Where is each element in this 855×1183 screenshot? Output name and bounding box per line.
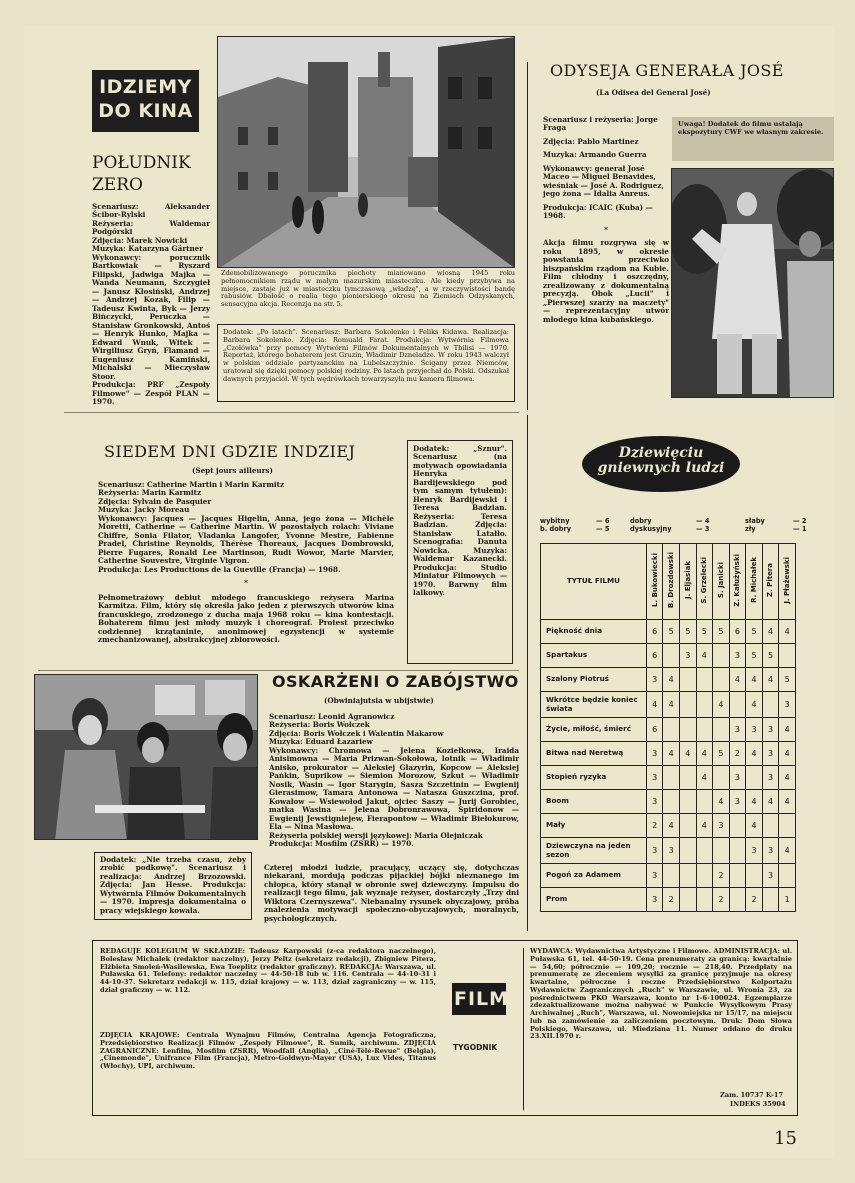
credit-line: Wykonawcy: Chromowa — Jelena Koziełkowa, Iraida Anisimowna — Maria Prizwan-Sokołowa, lotnik — Władimir Aniśko, prokurator — Aleksiej Głazyrin, Kopcow — Aleksiej Pańkin, Suprikow — Siemion Morozow, Szkut — Władimir Nosik, Wasin — Igor Starygin, Sasza Szczetinin — Ewgienij Gierasimow, Tamara Antonowa — Natasza Guszczina, prof. Kowałow — Wsiewołod Jakut, ojciec Saszy — Jurij Gorobiec, matka Wasina — Jelena Dobronrawowa, Spiridonow — Ewgienij Jewstigniejew, Fierapontow — Władimir Biełokurow, Ela — Nina Masłowa. (269, 745, 519, 832)
star-divider: * (244, 579, 248, 589)
film-row (541, 864, 796, 888)
rating-cell: 4 (746, 790, 763, 814)
film-row (541, 668, 796, 692)
film-title: Spartakus (541, 644, 647, 668)
rating-cell (779, 644, 796, 668)
badge-line-2: DO KINA (98, 99, 193, 122)
rating-cell: 3 (646, 668, 663, 692)
rating-cell (729, 888, 746, 912)
film-logo-sub: TYGODNIK (453, 1043, 498, 1052)
rating-cell: 3 (746, 838, 763, 864)
film-title: Stopień ryzyka (541, 766, 647, 790)
rating-cell: 3 (646, 838, 663, 864)
rating-cell: 4 (696, 644, 713, 668)
rating-cell (696, 838, 713, 864)
rating-cell (679, 888, 696, 912)
critic-header: S. Janicki (713, 544, 730, 620)
rating-cell: 3 (663, 838, 680, 864)
rating-cell: 4 (713, 692, 730, 718)
credit-line: Muzyka: Armando Guerra (543, 150, 647, 160)
critic-header: L. Bukowiecki (646, 544, 663, 620)
credit-line: Zdjęcia: Sylvain de Pasquier (98, 496, 212, 506)
rating-cell (696, 718, 713, 742)
film-title: Wkrótce będzie koniec świata (541, 692, 647, 718)
film-row (541, 620, 796, 644)
rating-cell: 5 (696, 620, 713, 644)
rating-cell: 2 (713, 888, 730, 912)
critic-header: B. Drozdowski (663, 544, 680, 620)
rating-cell (762, 692, 779, 718)
oskarzeni-credits (269, 713, 519, 849)
rating-cell: 4 (779, 620, 796, 644)
rating-cell: 4 (663, 814, 680, 838)
film-row (541, 644, 796, 668)
rating-cell: 6 (646, 644, 663, 668)
footer-divider (523, 948, 524, 1110)
rating-cell: 2 (729, 742, 746, 766)
rating-cell (713, 718, 730, 742)
rating-cell: 6 (646, 620, 663, 644)
film-row (541, 790, 796, 814)
rating-cell: 3 (729, 790, 746, 814)
footer-redakcja: REDAGUJE KOLEGIUM W SKŁADZIE: Tadeusz Karpowski (z-ca redaktora naczelnego), Bolesław Michałek (redaktor naczelny), Jerzy Peltz (sekretarz redakcji), Zbigniew Pitera, Elżbieta Smoleń-Wasilewska, Ewa Toeplitz (redaktor graficzny). REDAKCJA: Warszawa, ul. Puławska 61. Telefony: redaktor naczelny — 44-50-18 lub w. 116. Centrala — 44-10-31 i 44-10-37. Sekretarz redakcji w. 115, dział krajowy — w. 113, dział zagraniczny — w. 115, dział graficzny — w. 112. (100, 947, 436, 994)
rating-cell (729, 814, 746, 838)
oskarzeni-addon-box (94, 852, 252, 920)
rating-cell (679, 814, 696, 838)
credit-line: Zdjęcia: Boris Wołczek i Walentin Makarow (269, 728, 444, 738)
poludnik-credits (92, 203, 210, 407)
critic-header: R. Michałek (746, 544, 763, 620)
odyseja-photo-image (672, 169, 834, 398)
rating-cell: 2 (646, 814, 663, 838)
credit-line: Produkcja: Les Productions de la Gueville (Francja) — 1968. (98, 564, 341, 574)
poludnik-title-1: POŁUDNIK (92, 153, 191, 173)
street-photo (217, 36, 515, 268)
rating-cell: 3 (746, 718, 763, 742)
rating-cell: 4 (696, 814, 713, 838)
credit-line: Reżyseria: Waldemar Podgórski (92, 218, 210, 237)
rating-cell (663, 718, 680, 742)
film-title: Dziewczyna na jeden sezon (541, 838, 647, 864)
badge-line-1: IDZIEMY (99, 76, 192, 98)
rating-cell: 2 (713, 864, 730, 888)
rating-cell (679, 692, 696, 718)
odyseja-subtitle: (La Odisea del General José) (596, 88, 711, 97)
star-divider: * (604, 225, 608, 235)
critic-header: Z. Pitera (762, 544, 779, 620)
oskarzeni-title: OSKARŻENI O ZABÓJSTWO (272, 672, 519, 691)
rating-cell: 4 (646, 692, 663, 718)
odyseja-body: Akcja filmu rozgrywa się w roku 1895, w okresie powstania przeciwko hiszpańskim rządom na Kubie. Film chłodny i oszczędny, zrealizowany z dokumentalną precyzją. Obok „Lucii" i „Pierwszej szarży na maczety" — reprezentacyjny utwór młodego kina kubańskiego. (543, 238, 669, 324)
rating-cell (779, 814, 796, 838)
rating-cell: 4 (663, 692, 680, 718)
credit-line: Scenariusz i reżyseria: Jorge Fraga (543, 115, 658, 133)
critic-header: S. Grzelecki (696, 544, 713, 620)
legend-item: wybitny — 6 (540, 517, 610, 525)
legend-item: b. dobry — 5 (540, 524, 610, 533)
footer-zdjecia: ZDJĘCIA KRAJOWE: Centrala Wynajmu Filmów, Centralna Agencja Fotograficzna, Przedsiębiorstwo Realizacji Filmów „Zespoły Filmowe", R. Sumik, archiwum. ZDJĘCIA ZAGRANICZNE: Lenfilm, Mosfilm (ZSRR), Woodfall (Anglia), „Ciné-Télé-Revue" (Belgia), „Cinemonde", Unifrance Film (Francja), Metro-Goldwyn-Mayer (USA), Lux Vides, Titanus (Włochy), UPI, archiwum. (100, 1031, 436, 1071)
rating-cell: 5 (713, 620, 730, 644)
poludnik-addon-box (217, 324, 515, 402)
ratings-body (541, 620, 796, 912)
cafe-photo (34, 674, 258, 840)
rating-cell: 4 (779, 742, 796, 766)
credit-line: Wykonawcy: Jacques — Jacques Higelin, Anna, jego żona — Michèle Moretti, Catherine — Catherine Martin. W pozostałych rolach: Viviane Chiffre, Sonia Filator, Vladanka Langofer, Yvonne Mestre, Fabienne Pradel, Christine Reynolds, Thérèse Thoreaux, Jacques Dombrowski, Pierre Fugares, Ronald Lee Martinson, Rudi Wowor, Marie Marvier, Catherine Souvestre, Virginie Vigron. (98, 513, 394, 566)
magazine-page (24, 26, 834, 1158)
film-row (541, 814, 796, 838)
rating-cell: 3 (646, 742, 663, 766)
rating-cell: 3 (729, 644, 746, 668)
rating-cell: 5 (663, 620, 680, 644)
film-row (541, 718, 796, 742)
rating-cell: 4 (762, 620, 779, 644)
rating-cell: 5 (779, 668, 796, 692)
rating-cell: 5 (746, 620, 763, 644)
rating-cell (729, 838, 746, 864)
rating-cell (663, 864, 680, 888)
idziemy-do-kina-badge (92, 70, 199, 132)
rating-cell: 3 (646, 864, 663, 888)
credit-line: Zdjęcia: Pablo Martinez (543, 136, 639, 146)
credit-line: Zdjęcia: Marek Nowicki (92, 235, 188, 245)
odyseja-title: ODYSEJA GENERAŁA JOSÉ (550, 61, 784, 80)
legend-item: dobry — 4 (630, 517, 710, 525)
footer-wydawca: WYDAWCA: Wydawnictwa Artystyczne i Filmowe. ADMINISTRACJA: ul. Puławska 61, tel. 44-50-19. Cena prenumeraty za granicą: kwartalnie — 54,60; półrocznie — 109,20; rocznie — 218,40. Przedpłaty na prenumeratę ze zleceniem wysyłki za granicę przyjmuje na okresy kwartalne, półroczne i roczne Przedsiębiorstwo Kolportażu Wydawnictw Zagranicznych „Ruch" w Warszawie, ul. Wronia 23, za pośrednictwem PKO Warszawa, konto nr 1-6-100024. Egzemplarze zdezaktualizowane można nabywać w Punkcie Wysyłkowym Prasy Archiwalnej „Ruch", Warszawa, ul. Nowomiejska nr 15/17, na miejscu lub na zamówienie za zaliczeniem pocztowym. Druk: Dom Słowa Polskiego, Warszawa, ul. Miedziana 11. Numer oddano do druku 23.XII.1970 r. (530, 947, 792, 1041)
cafe-photo-image (35, 675, 258, 840)
section-rule-1 (64, 412, 519, 413)
rating-cell: 3 (779, 692, 796, 718)
credit-line: Scenariusz: Catherine Martin i Marin Karmitz (98, 480, 285, 489)
rating-cell: 1 (779, 888, 796, 912)
rating-cell: 4 (663, 668, 680, 692)
rating-cell (663, 790, 680, 814)
column-divider-top (527, 62, 528, 410)
rating-cell (696, 790, 713, 814)
jury-logo-line-2: gniewnych ludzi (597, 460, 725, 477)
rating-cell: 4 (696, 742, 713, 766)
rating-cell: 5 (762, 644, 779, 668)
odyseja-credits (543, 116, 669, 324)
rating-cell: 4 (779, 838, 796, 864)
film-title: Boom (541, 790, 647, 814)
credit-line: Produkcja: Mosfilm (ZSRR) — 1970. (269, 839, 414, 849)
rating-cell (746, 864, 763, 888)
page-number: 15 (774, 1128, 797, 1149)
footer-zam: Zam. 10737 K-17 (720, 1091, 784, 1099)
rating-cell: 6 (729, 620, 746, 644)
ratings-header-row (541, 544, 796, 620)
rating-cell: 2 (746, 888, 763, 912)
rating-cell (679, 718, 696, 742)
oskarzeni-addon-text: Dodatek: „Nie trzeba czasu, żeby zrobić podkowę". Scenariusz i realizacja: Andrzej Brzozowski. Zdjęcia: Jan Hesse. Produkcja: Wytwórnia Filmów Dokumentalnych — 1970. Impresja dokumentalna o pracy wiejskiego kowala. (100, 855, 246, 915)
odyseja-note: Uwaga! Dodatek do filmu ustalają ekspozytury CWF we własnym zakresie. (672, 117, 834, 161)
rating-cell (663, 766, 680, 790)
odyseja-photo (671, 168, 834, 398)
rating-cell: 3 (713, 814, 730, 838)
rating-cell: 5 (713, 742, 730, 766)
rating-cell: 4 (779, 790, 796, 814)
rating-cell: 3 (729, 766, 746, 790)
rating-cell (679, 790, 696, 814)
rating-cell (679, 766, 696, 790)
rating-cell (713, 644, 730, 668)
credit-line: Reżyseria: Marin Karmitz (98, 488, 202, 498)
rating-cell: 4 (779, 766, 796, 790)
legend-item: słaby — 2 (745, 517, 807, 525)
critic-header: J. Płażewski (779, 544, 796, 620)
rating-cell (713, 668, 730, 692)
rating-cell: 4 (746, 742, 763, 766)
critic-header: Z. Kałużyński (729, 544, 746, 620)
rating-cell: 3 (646, 790, 663, 814)
siedem-credits (98, 481, 394, 645)
film-title: Bitwa nad Neretwą (541, 742, 647, 766)
rating-cell: 3 (762, 766, 779, 790)
street-photo-image (218, 37, 515, 268)
credit-line: Muzyka: Eduard Łazariew (269, 737, 373, 747)
rating-cell (746, 766, 763, 790)
rating-cell (696, 864, 713, 888)
siedem-addon-box (407, 440, 513, 664)
film-row (541, 766, 796, 790)
rating-cell (696, 692, 713, 718)
credit-line: Muzyka: Jacky Moreau (98, 505, 190, 515)
rating-cell (762, 888, 779, 912)
credit-line: Reżyseria polskiej wersji językowej: Maria Olejniczak (269, 830, 483, 840)
rating-cell: 4 (679, 742, 696, 766)
critic-header: J. Eljasiak (679, 544, 696, 620)
rating-cell: 4 (696, 766, 713, 790)
rating-cell: 4 (762, 790, 779, 814)
rating-cell (779, 864, 796, 888)
siedem-subtitle: (Sept jours ailleurs) (192, 466, 273, 475)
rating-cell (663, 644, 680, 668)
section-rule-2 (38, 670, 519, 671)
rating-cell: 4 (746, 692, 763, 718)
rating-cell (679, 864, 696, 888)
footer-indeks: INDEKS 35904 (730, 1100, 786, 1108)
column-divider-bottom (527, 415, 528, 931)
rating-cell: 3 (762, 838, 779, 864)
rating-cell (729, 864, 746, 888)
rating-cell: 5 (746, 644, 763, 668)
rating-cell: 4 (663, 742, 680, 766)
credit-line: Muzyka: Katarzyna Gärtner (92, 244, 204, 254)
rating-cell (729, 692, 746, 718)
siedem-body: Pełnometrażowy debiut młodego francuskiego reżysera Marina Karmitza. Film, który się określa jako jeden z pierwszych utworów kina francuskiego, zrodzonego z ducha maja 1968 roku — kina kontestacji. Bohaterem filmu jest młody muzyk i choreograf. Protest przeciwko codziennej krzątaninie, anonimowej egzystencji w systemie zmechanizowanej, abstrakcyjnej zbiorowości. (98, 592, 394, 645)
film-title: Pogoń za Adamem (541, 864, 647, 888)
rating-cell: 4 (746, 814, 763, 838)
rating-cell: 3 (679, 644, 696, 668)
rating-cell: 3 (762, 718, 779, 742)
film-row (541, 742, 796, 766)
film-title: Szalony Piotruś (541, 668, 647, 692)
film-row (541, 692, 796, 718)
credit-line: Produkcja: ICAIC (Kuba) — 1968. (543, 202, 653, 221)
legend-item: zły — 1 (745, 524, 807, 533)
rating-cell: 3 (646, 766, 663, 790)
rating-cell: 3 (646, 888, 663, 912)
credit-line: Produkcja: PRF „Zespoły Filmowe" — Zespół PLAN — 1970. (92, 380, 210, 407)
credit-line: Scenariusz: Aleksander Ścibor-Rylski (92, 202, 210, 220)
legend-item: dyskusyjny — 3 (630, 524, 710, 533)
rating-cell: 4 (713, 790, 730, 814)
film-title: Mały (541, 814, 647, 838)
film-title: Życie, miłość, śmierć (541, 718, 647, 742)
siedem-title: SIEDEM DNI GDZIE INDZIEJ (104, 442, 356, 461)
film-row (541, 838, 796, 864)
rating-cell (696, 888, 713, 912)
rating-cell: 3 (762, 864, 779, 888)
rating-cell: 2 (663, 888, 680, 912)
poludnik-addon-text: Dodatek: „Po latach". Scenariusz: Barbara Sokolenko i Feliks Kidawa. Realizacja: Barbara Sokolenko. Zdjęcia: Romuald Farat. Produkcja: Wytwórnia Filmowa „Czołówka" przy pomocy Wytwórni Filmów Dokumentalnych w Tbilisi — 1970. Reportaż, którego bohaterem jest Gruzin, Władimir Dzneladze. W roku 1943 walczył w polskim oddziale partyzanckim na Lubelszczyźnie. Ścigany przez Niemców, uratował się dzięki pomocy polskiej rodziny. Po latach przyjechał do Polski. Odszukał dawnych przyjaciół. W tych wędrówkach towarzyszyła mu kamera filmowa. (223, 328, 509, 383)
film-logo (452, 983, 510, 1015)
oskarzeni-body: Czterej młodzi ludzie, pracujący, uczący się, dotychczas niekarani, mordują podczas pijackiej bójki nieznanego im chłopca, który stanął w obronie swej dziewczyny. Impulsu do realizacji tego filmu, jak wyznaje reżyser, dostarczyły „Trzy dni Wiktora Czernyszewa". Niebanalny rysunek obyczajowy, próba znalezienia motywacji społeczno-obyczajowych, moralnych, psychologicznych. (264, 863, 519, 923)
rating-cell: 6 (646, 718, 663, 742)
film-row (541, 888, 796, 912)
ratings-table (540, 543, 796, 912)
rating-cell (713, 766, 730, 790)
film-title: Piękność dnia (541, 620, 647, 644)
siedem-addon-text: Dodatek: „Sznur". Scenariusz (na motywach opowiadania Henryka Bardijewskiego pod tym samym tytułem): Henryk Bardijewski i Teresa Badzian. Reżyseria: Teresa Badzian. Zdjęcia: Stanisław Latałło. Scenografia: Danuta Nowicka. Muzyka: Waldemar Kazanecki. Produkcja: Studio Miniatur Filmowych — 1970. Barwny film lalkowy. (413, 444, 507, 598)
header-film-title: TYTUŁ FILMU (541, 544, 647, 620)
jury-logo (582, 436, 740, 492)
rating-cell: 4 (779, 718, 796, 742)
poludnik-title-2: ZERO (92, 175, 143, 195)
oskarzeni-subtitle: (Obwiniajutsia w ubijstwie) (324, 696, 434, 705)
rating-cell: 4 (746, 668, 763, 692)
film-logo-text: FILM (454, 988, 510, 1010)
rating-cell (696, 668, 713, 692)
film-title: Prom (541, 888, 647, 912)
rating-cell: 5 (679, 620, 696, 644)
rating-cell (713, 838, 730, 864)
rating-cell: 4 (762, 668, 779, 692)
rating-cell (679, 668, 696, 692)
rating-cell: 3 (762, 742, 779, 766)
rating-cell (762, 814, 779, 838)
credit-line: Reżyseria: Boris Wołczek (269, 720, 370, 730)
rating-cell (679, 838, 696, 864)
rating-cell: 4 (729, 668, 746, 692)
poludnik-caption: Zdemobilizowanego porucznika piechoty mianowano wiosną 1945 roku pełnomocnikiem rządu w małym mazurskim miasteczku. Ale kiedy przybywa na miejsce, zastaje już w miasteczku tymczasową „władzę", a w rzeczywistości bandę rabusiów. Dbałość o realia tego pionierskiego okresu na Ziemiach Odzyskanych, sensacyjna akcja. Recenzja na str. 5. (221, 269, 515, 309)
rating-cell: 3 (729, 718, 746, 742)
credit-line: Scenariusz: Leonid Agranowicz (269, 712, 395, 721)
jury-logo-line-1: Dziewięciu (618, 445, 704, 461)
credit-line: Wykonawcy: porucznik Bartkowiak — Ryszard Filipski, Jadwiga Majka — Wanda Neumann, Szczygieł — Janusz Kłosiński, Andrzej — Andrzej Kozak, Filip — Tadeusz Kwinta, Byk — Jerzy Bińczycki, Peruczka — Stanisław Gronkowski, Antoś — Henryk Hunko, Majka — Edward Wnuk, Witek — Wirgiliusz Gryń, Flamand — Eugeniusz Kamiński, Michalski — Mieczysław Stoor. (92, 252, 210, 381)
credit-line: Wykonawcy: generał José Maceo — Miguel Benavides, wieśniak — José A. Rodriguez, jego żona — Idalia Anreus. (543, 163, 664, 199)
